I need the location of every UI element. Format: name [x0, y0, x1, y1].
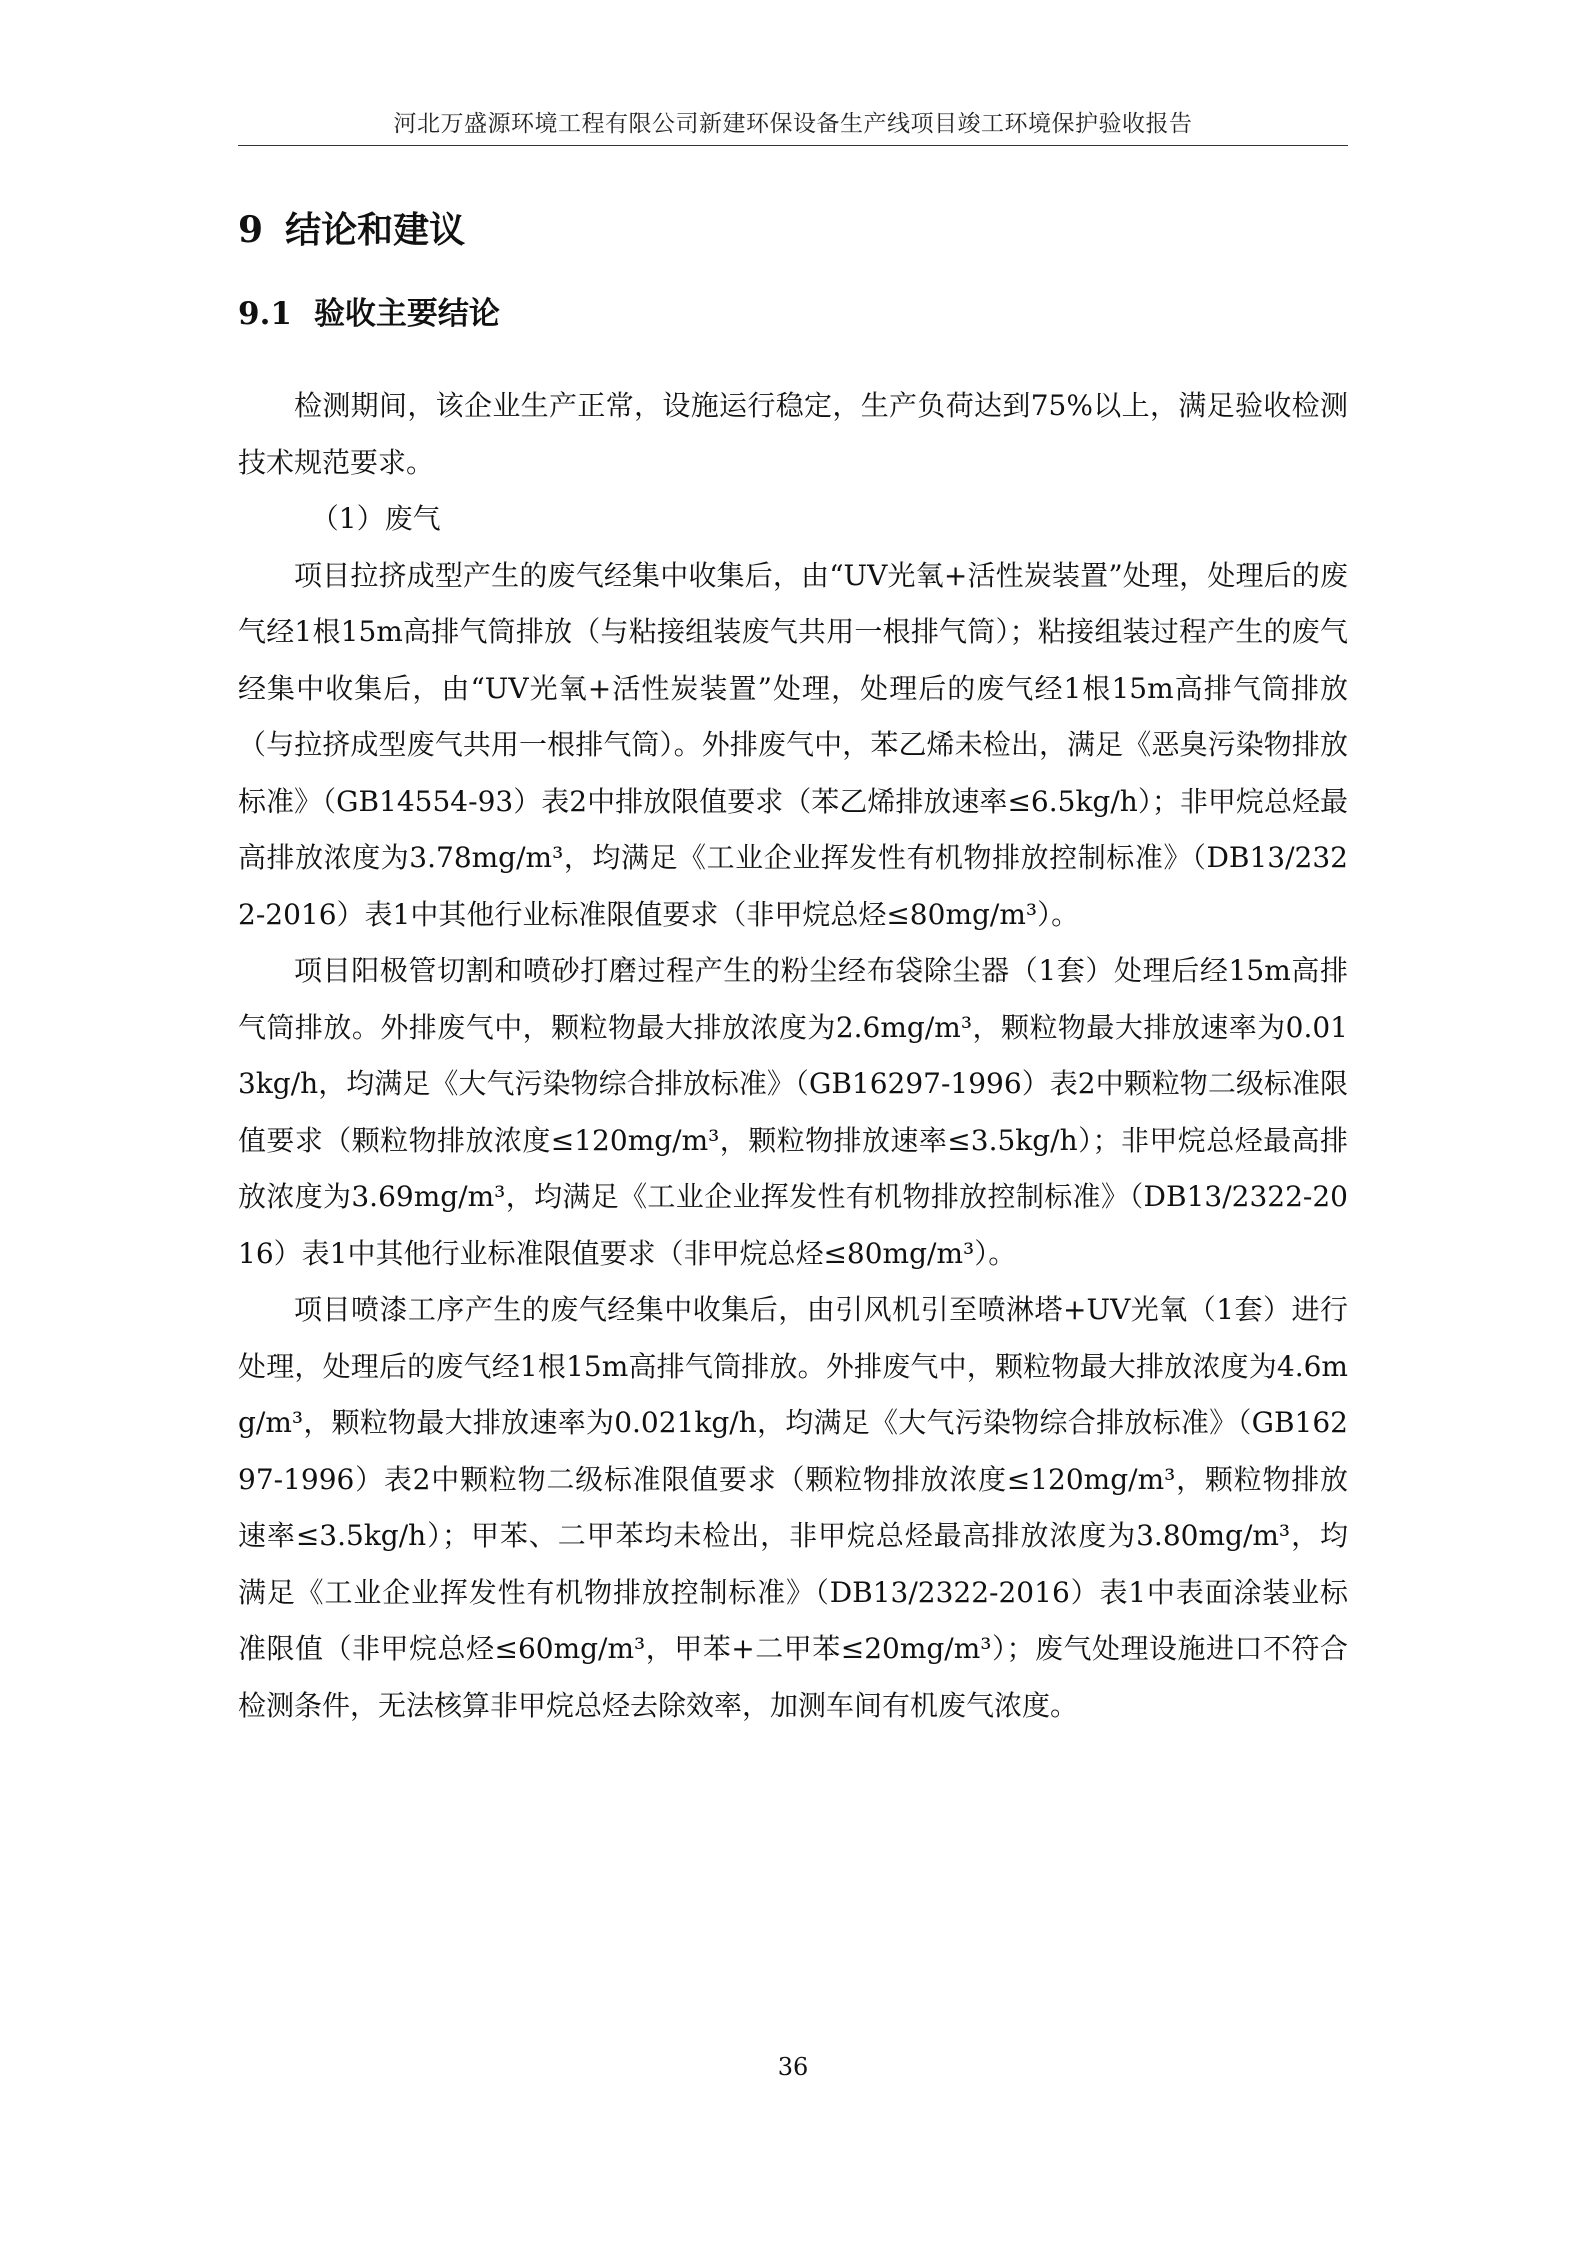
chapter-title: 结论和建议 [285, 209, 466, 251]
chapter-number: 9 [238, 209, 264, 251]
page-number: 36 [777, 2053, 809, 2081]
header-divider [238, 145, 1348, 146]
paragraph-pultrusion-bonding: 项目拉挤成型产生的废气经集中收集后，由“UV光氧+活性炭装置”处理，处理后的废气经1根15m高排气筒排放（与粘接组装废气共用一根排气筒）；粘接组装过程产生的废气经集中收集后，由“UV光氧+活性炭装置”处理，处理后的废气经1根15m高排气筒排放（与拉挤成型废气共用一根排气筒）。外排废气中，苯乙烯未检出，满足《恶臭污染物排放标准》（GB14554-93）表2中排放限值要求（苯乙烯排放速率≤6.5kg/h）；非甲烷总烃最高排放浓度为3.78mg/m³，均满足《工业企业挥发性有机物排放控制标准》（DB13/2322-2016）表1中其他行业标准限值要求（非甲烷总烃≤80mg/m³）。 [238, 558, 1348, 931]
subheading-exhaust-gas: （1）废气 [310, 502, 441, 535]
paragraph-cutting-sandblasting: 项目阳极管切割和喷砂打磨过程产生的粉尘经布袋除尘器（1套）处理后经15m高排气筒排放。外排废气中，颗粒物最大排放浓度为2.6mg/m³，颗粒物最大排放速率为0.013kg/h，均满足《大气污染物综合排放标准》（GB16297-1996）表2中颗粒物二级标准限值要求（颗粒物排放浓度≤120mg/m³，颗粒物排放速率≤3.5kg/h）；非甲烷总烃最高排放浓度为3.69mg/m³，均满足《工业企业挥发性有机物排放控制标准》（DB13/2322-2016）表1中其他行业标准限值要求（非甲烷总烃≤80mg/m³）。 [238, 954, 1348, 1270]
section-title: 验收主要结论 [313, 296, 500, 332]
section-heading [238, 294, 500, 334]
chapter-heading [238, 208, 465, 252]
section-number: 9.1 [238, 296, 292, 332]
running-header: 河北万盛源环境工程有限公司新建环保设备生产线项目竣工环境保护验收报告 [393, 111, 1193, 137]
body-text [238, 378, 1348, 1734]
paragraph-intro: 检测期间，该企业生产正常，设施运行稳定，生产负荷达到75%以上，满足验收检测技术规范要求。 [238, 389, 1348, 479]
paragraph-spray-painting: 项目喷漆工序产生的废气经集中收集后，由引风机引至喷淋塔+UV光氧（1套）进行处理，处理后的废气经1根15m高排气筒排放。外排废气中，颗粒物最大排放浓度为4.6mg/m³，颗粒物最大排放速率为0.021kg/h，均满足《大气污染物综合排放标准》（GB16297-1996）表2中颗粒物二级标准限值要求（颗粒物排放浓度≤120mg/m³，颗粒物排放速率≤3.5kg/h）；甲苯、二甲苯均未检出，非甲烷总烃最高排放浓度为3.80mg/m³，均满足《工业企业挥发性有机物排放控制标准》（DB13/2322-2016）表1中表面涂装业标准限值（非甲烷总烃≤60mg/m³，甲苯+二甲苯≤20mg/m³）；废气处理设施进口不符合检测条件，无法核算非甲烷总烃去除效率，加测车间有机废气浓度。 [238, 1293, 1348, 1722]
